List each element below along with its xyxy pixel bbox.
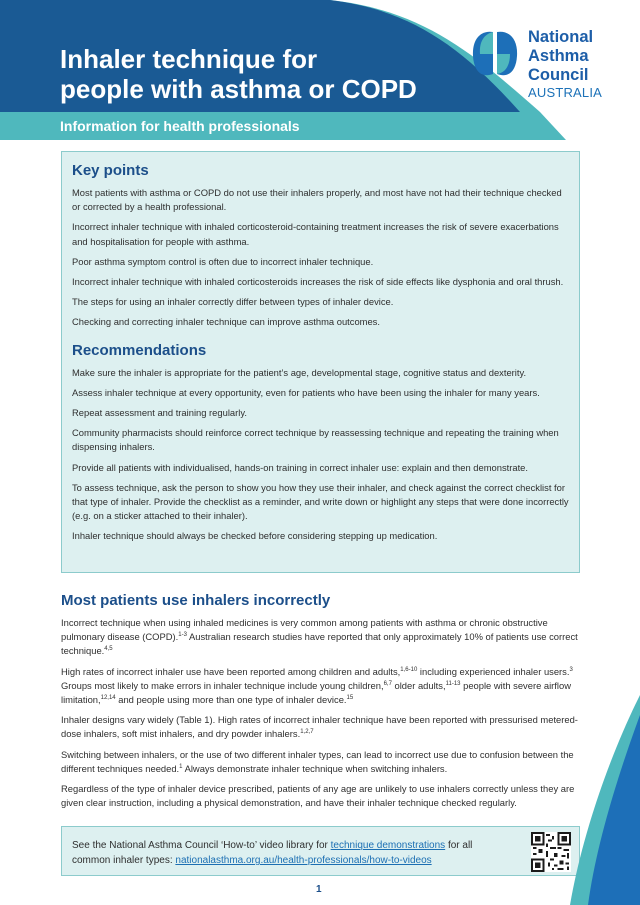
citation: 11-13: [445, 680, 461, 687]
citation: 12,14: [100, 694, 116, 701]
recommendation: Assess inhaler technique at every opportunity, even for patients who have been using the inhaler for many years.: [72, 386, 540, 398]
logo-line-1: National: [528, 28, 594, 46]
footer-text: for all common inhaler types:: [72, 840, 473, 866]
logo-wordmark: [528, 28, 602, 101]
technique-demonstrations-link[interactable]: technique demonstrations: [330, 840, 446, 851]
paragraph-text: older adults,: [391, 679, 446, 691]
section-paragraph: [61, 713, 581, 741]
paragraph-text: including experienced inhaler users.: [417, 665, 570, 677]
paragraph-text: Australian research studies have reported that only approximately 10% of patients use correct technique.: [61, 631, 578, 657]
paragraph-text: Groups most likely to make errors in inhaler technique include young children,: [61, 679, 384, 691]
citation: 1,2,7: [300, 729, 314, 736]
citation: 15: [346, 694, 354, 701]
recommendations-heading: Recommendations: [72, 341, 207, 359]
page-subtitle: Information for health professionals: [60, 118, 300, 134]
recommendation: Make sure the inhaler is appropriate for the patient’s age, developmental stage, cognitive status and dexterity.: [72, 366, 527, 378]
title-line-1: Inhaler technique for: [60, 44, 318, 74]
citation: 3: [569, 666, 573, 673]
key-point: Incorrect inhaler technique with inhaled corticosteroids increases the risk of side effects like dysphonia and oral thrush.: [72, 276, 564, 288]
recommendation: To assess technique, ask the person to show you how they use their inhaler, and check against the correct checklist for that type of inhaler. Provide the checklist as a reminder, and write down or highlight any steps that were done incorrectly (e.g. on a sticker attached to their inhaler).: [72, 481, 569, 522]
key-point: Poor asthma symptom control is often due to incorrect inhaler technique.: [72, 255, 374, 267]
recommendation: Repeat assessment and training regularly.: [72, 407, 247, 419]
citation: 1: [179, 763, 183, 770]
national-asthma-council-logo: [470, 28, 620, 98]
section-paragraph: [61, 616, 581, 659]
key-point: Incorrect inhaler technique with inhaled corticosteroid-containing treatment increases the risk of severe exacerbations and hospitalisation for people with asthma.: [72, 221, 559, 247]
section-heading: Most patients use inhalers incorrectly: [61, 592, 331, 609]
recommendation: Community pharmacists should reinforce correct technique by reassessing technique and repeating the training when dispensing inhalers.: [72, 427, 559, 453]
key-point: Most patients with asthma or COPD do not use their inhalers properly, and most have not had their technique checked or corrected by a health professional.: [72, 187, 562, 213]
citation: 1,6-10: [400, 666, 418, 673]
recommendation: Provide all patients with individualised, hands-on training in correct inhaler use: explain and then demonstrate.: [72, 461, 528, 473]
recommendation: Inhaler technique should always be checked before considering stepping up medication.: [72, 530, 438, 542]
logo-line-2: Asthma: [528, 47, 589, 65]
citation: 4,5: [104, 646, 113, 653]
video-library-box: [61, 826, 580, 876]
footer-text: See the National Asthma Council ‘How-to’ video library for: [72, 840, 331, 851]
logo-line-4: AUSTRALIA: [528, 85, 603, 100]
paragraph-text: Incorrect technique when using inhaled medicines is very common among patients with asthma or chronic obstructive pulmonary disease (COPD).: [61, 617, 548, 643]
section-paragraph: Regardless of the type of inhaler device prescribed, patients of any age are unlikely to use inhalers correctly unless they are given clear instruction, including a physical demonstration, and have their inhaler technique checked regularly.: [61, 783, 575, 809]
how-to-videos-link[interactable]: nationalasthma.org.au/health-professionals/how-to-videos: [175, 855, 432, 866]
citation: 1-3: [178, 632, 187, 639]
lungs-logo-icon: [470, 28, 520, 80]
video-library-text: [72, 838, 512, 868]
page-title: [60, 44, 460, 104]
key-points-box: [61, 151, 580, 573]
qr-code-icon[interactable]: [531, 832, 571, 872]
key-point: The steps for using an inhaler correctly differ between types of inhaler device.: [72, 296, 394, 308]
logo-line-3: Council: [528, 66, 589, 84]
key-points-heading: Key points: [72, 162, 149, 179]
corner-decoration: [570, 695, 640, 905]
section-paragraph: [61, 665, 581, 708]
page-number: 1: [316, 884, 322, 895]
paragraph-text: Switching between inhalers, or the use of two different inhaler types, can lead to incorrect use due to confusion between the different techniques needed.: [61, 748, 574, 774]
paragraph-text: Inhaler designs vary widely (Table 1). High rates of incorrect inhaler technique have been reported with pressurised metered-dose inhalers, soft mist inhalers, and dry powder inhalers.: [61, 714, 578, 740]
inhaler-misuse-section: [61, 592, 581, 816]
paragraph-text: Always demonstrate inhaler technique when switching inhalers.: [182, 762, 448, 774]
citation: 6,7: [383, 680, 392, 687]
paragraph-text: and people using more than one type of inhaler device.: [115, 694, 347, 706]
key-point: Checking and correcting inhaler technique can improve asthma outcomes.: [72, 316, 380, 328]
section-paragraph: [61, 748, 581, 776]
paragraph-text: people with severe airflow limitation,: [61, 679, 571, 706]
title-line-2: people with asthma or COPD: [60, 74, 417, 104]
paragraph-text: High rates of incorrect inhaler use have been reported among children and adults,: [61, 665, 401, 677]
